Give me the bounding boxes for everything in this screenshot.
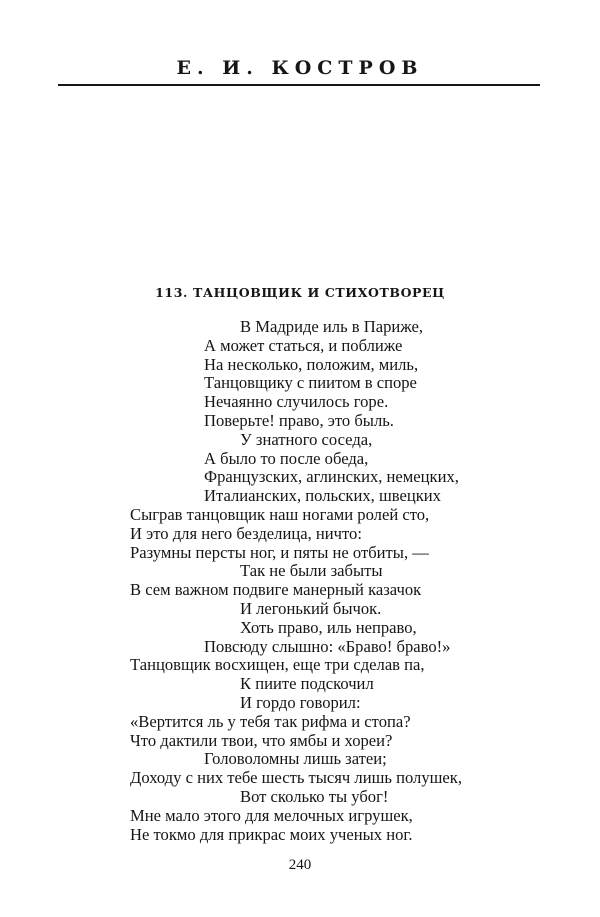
poem-line: Танцовщику с пиитом в споре [204, 373, 417, 393]
poem-heading [0, 284, 600, 302]
poem-number: 113. [155, 285, 188, 300]
poem-line: И это для него безделица, ничто: [130, 523, 362, 543]
poem-line: Так не были забыты [240, 561, 383, 581]
poem-line: Повсюду слышно: «Браво! браво!» [204, 636, 451, 656]
poem-line: Что дактили твои, что ямбы и хореи? [130, 730, 393, 750]
poem-line: Не токмо для прикрас моих ученых ног. [130, 824, 413, 844]
poem-line: В Мадриде иль в Париже, [240, 317, 424, 336]
poem-line: У знатного соседа, [240, 429, 373, 449]
running-head-author: Е. И. КОСТРОВ [176, 57, 424, 79]
poem-line: Италианских, польских, швецких [204, 486, 441, 506]
poem-line: И гордо говорил: [240, 692, 361, 712]
poem-line: На несколько, положим, миль, [204, 354, 419, 374]
poem-title: ТАНЦОВЩИК И СТИХОТВОРЕЦ [192, 285, 445, 300]
poem-line: Разумны персты ног, и пяты не отбиты, — [130, 542, 429, 562]
poem-line: Танцовщик восхищен, еще три сделав па, [130, 655, 425, 675]
page-number: 240 [288, 857, 312, 873]
poem-line: В сем важном подвиге манерный казачок [130, 580, 422, 600]
poem-line: Хоть право, иль неправо, [240, 617, 417, 637]
poem-line: Доходу с них тебе шесть тысяч лишь полушек, [130, 768, 462, 788]
header-rule [58, 84, 540, 86]
poem-line: Мне мало этого для мелочных игрушек, [130, 805, 413, 825]
poem-line: «Вертится ль у тебя так рифма и стопа? [130, 711, 411, 731]
poem-line: Вот сколько ты убог! [240, 786, 389, 806]
poem-line: Поверьте! право, это быль. [204, 410, 394, 430]
poem-line: Сыграв танцовщик наш ногами ролей сто, [130, 504, 430, 524]
poem-line: А может статься, и поближе [204, 335, 403, 355]
poem-line: И легонький бычок. [240, 598, 382, 618]
poem-line: Французских, аглинских, немецких, [204, 467, 459, 487]
poem-line: А было то после обеда, [204, 448, 369, 468]
poem-line: К пиите подскочил [240, 674, 374, 694]
poem-line: Головоломны лишь затеи; [204, 749, 387, 769]
poem-text [130, 318, 550, 844]
poem-line: Нечаянно случилось горе. [204, 392, 389, 412]
